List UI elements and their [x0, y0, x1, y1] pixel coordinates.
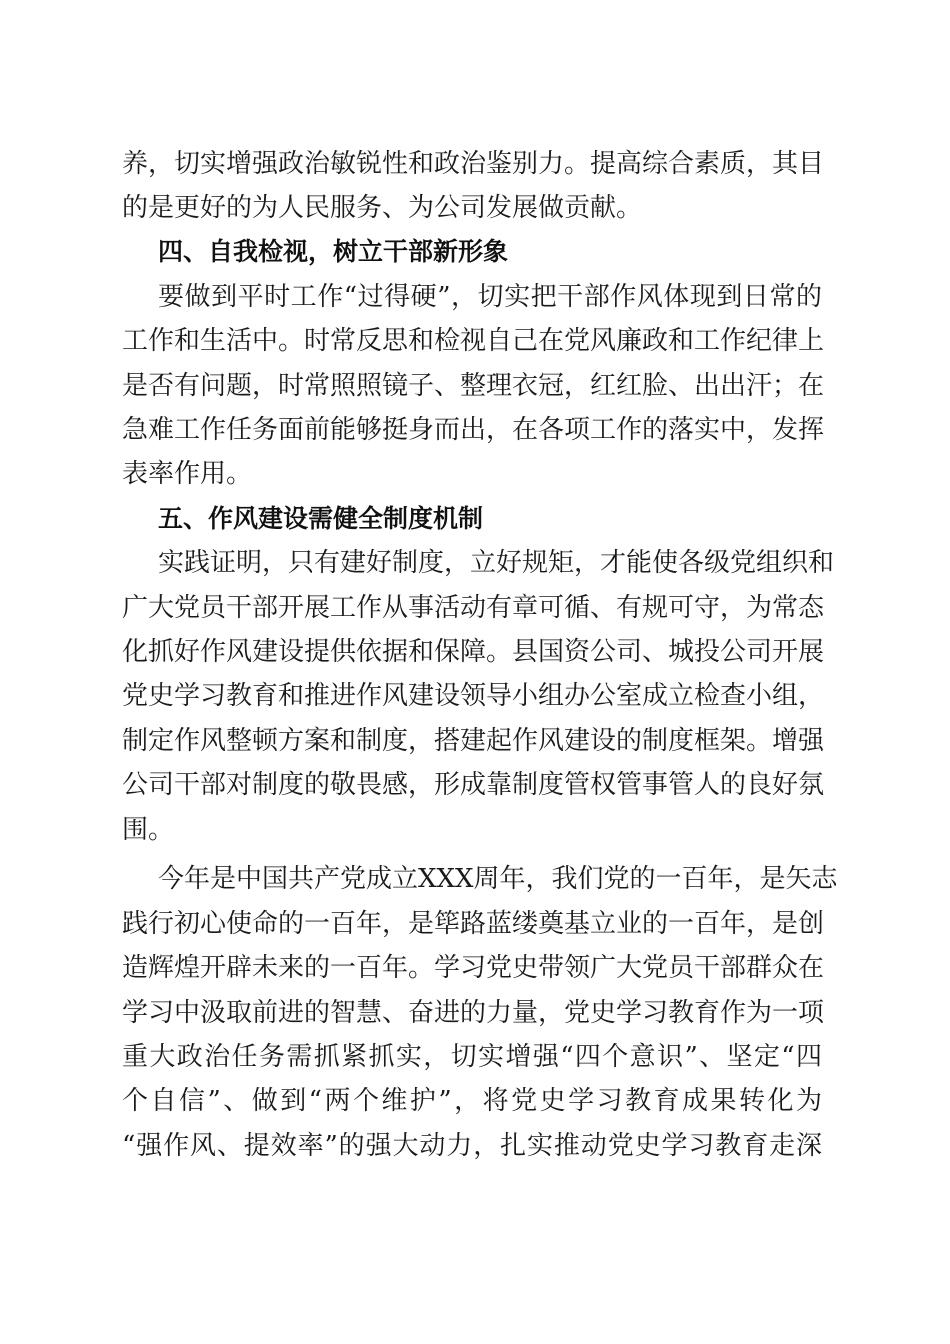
- paragraph-line: 党史学习教育和推进作风建设领导小组办公室成立检查小组，: [122, 681, 825, 711]
- paragraph-line: 是否有问题，时常照照镜子、整理衣冠，红红脸、出出汗；在: [122, 371, 825, 401]
- paragraph-line: 制定作风整顿方案和制度，搭建起作风建设的制度框架。增强: [122, 726, 825, 756]
- section-heading-4: 四、自我检视，树立干部新形象: [158, 237, 509, 266]
- paragraph-line: 造辉煌开辟未来的一百年。学习党史带领广大党员干部群众在: [122, 953, 825, 983]
- paragraph-line: 践行初心使命的一百年，是筚路蓝缕奠基立业的一百年，是创: [122, 909, 825, 939]
- paragraph-line: 围。: [122, 815, 175, 845]
- paragraph-line: 要做到平时工作“过得硬”，切实把干部作风体现到日常的: [158, 282, 822, 312]
- paragraph-line: 急难工作任务面前能够挺身而出，在各项工作的落实中，发挥: [122, 415, 825, 445]
- paragraph-line: 工作和生活中。时常反思和检视自己在党风廉政和工作纪律上: [122, 326, 825, 356]
- paragraph-line: 化抓好作风建设提供依据和保障。县国资公司、城投公司开展: [122, 637, 825, 667]
- paragraph-line: 的是更好的为人民服务、为公司发展做贡献。: [122, 193, 643, 223]
- paragraph-line: 养，切实增强政治敏锐性和政治鉴别力。提高综合素质，其目: [122, 149, 825, 179]
- paragraph-line: 公司干部对制度的敬畏感，形成靠制度管权管事管人的良好氛: [122, 770, 825, 800]
- paragraph-line: 广大党员干部开展工作从事活动有章可循、有规可守，为常态: [122, 593, 825, 623]
- paragraph-line: 个自信”、做到“两个维护”，将党史学习教育成果转化为: [122, 1086, 822, 1116]
- paragraph-line: “强作风、提效率”的强大动力，扎实推动党史学习教育走深: [122, 1131, 822, 1161]
- paragraph-line: 实践证明，只有建好制度，立好规矩，才能使各级党组织和: [158, 548, 835, 578]
- paragraph-line: 今年是中国共产党成立XXX周年，我们党的一百年，是矢志: [158, 864, 838, 894]
- paragraph-line: 学习中汲取前进的智慧、奋进的力量，党史学习教育作为一项: [122, 998, 825, 1028]
- paragraph-line: 重大政治任务需抓紧抓实，切实增强“四个意识”、坚定“四: [122, 1042, 822, 1072]
- section-heading-5: 五、作风建设需健全制度机制: [158, 504, 484, 533]
- paragraph-line: 表率作用。: [122, 459, 253, 489]
